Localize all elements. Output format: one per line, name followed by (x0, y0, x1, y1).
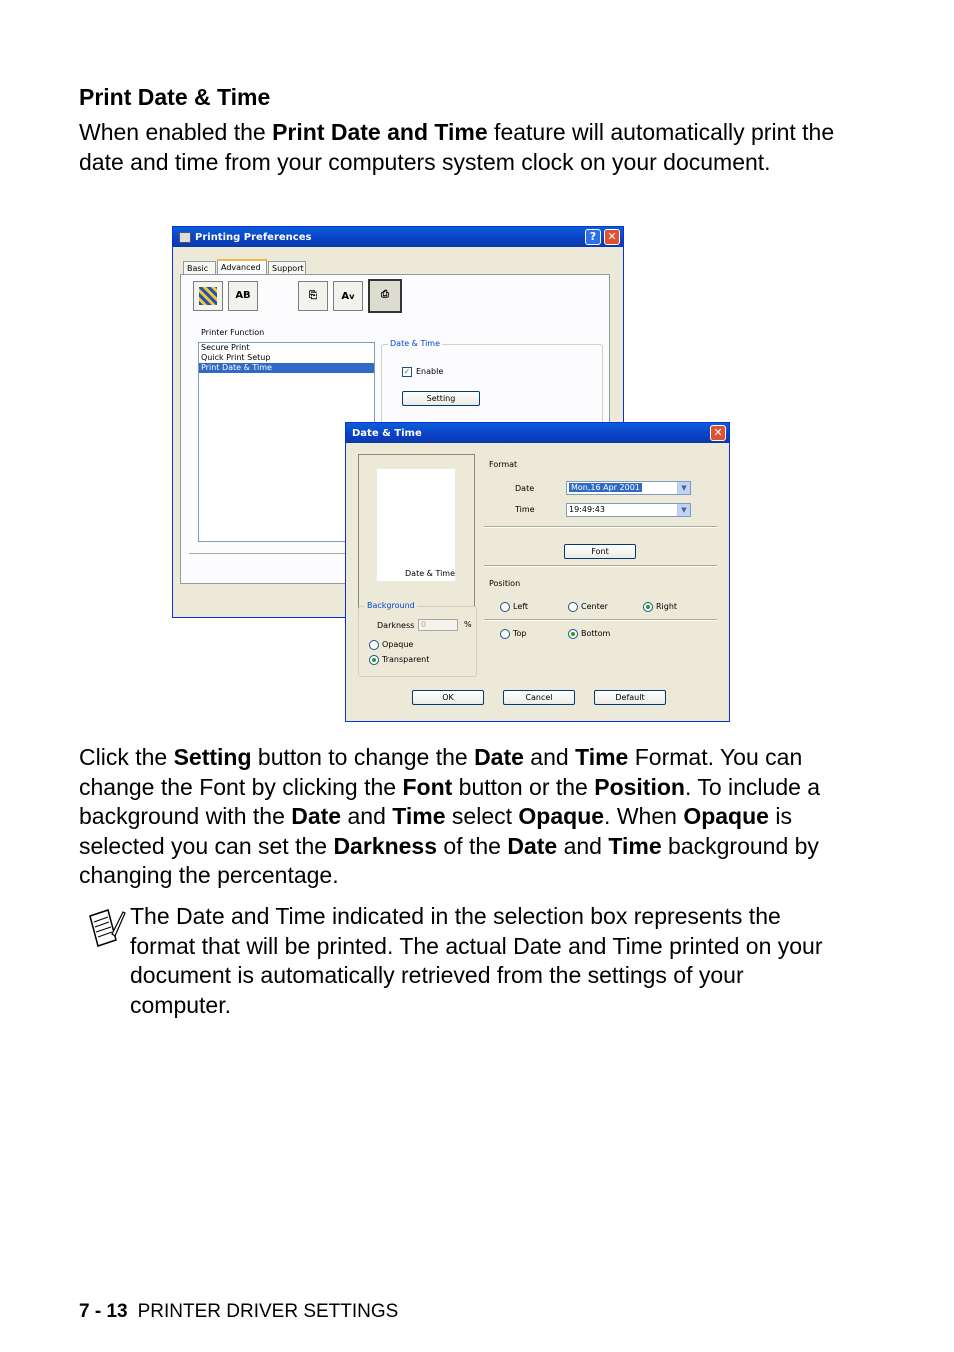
page-footer (79, 1301, 398, 1323)
printer-function-icon[interactable]: ⎙ (368, 279, 402, 313)
enable-checkbox[interactable]: ✓ (403, 367, 411, 376)
setting-paragraph: Click the Setting button to change the Date and Time Format. You can change the Font by clicking the Font button or the Position. To include a background with the Date and Time select Opaque. When Opaque is selected you can set the Darkness of the Date and Time background by changing the percentage. (79, 744, 821, 888)
preview-frame (358, 454, 475, 622)
position-center-label: Center (581, 602, 608, 611)
time-format-select[interactable] (566, 503, 691, 517)
font-button[interactable]: Font (564, 544, 636, 559)
time-value: 19:49:43 (569, 505, 605, 514)
tab-advanced[interactable]: Advanced (217, 259, 267, 275)
opaque-radio[interactable] (369, 640, 379, 650)
position-top-radio[interactable] (500, 629, 510, 639)
enable-label: Enable (416, 367, 444, 376)
tab-basic[interactable]: Basic (183, 261, 216, 275)
printer-icon (179, 232, 191, 243)
close-icon[interactable]: ✕ (710, 425, 726, 441)
position-left-label: Left (513, 602, 529, 611)
list-item[interactable]: Print Date & Time (199, 363, 374, 373)
note-icon (86, 906, 126, 950)
font-icon[interactable]: Av (333, 281, 363, 311)
darkness-stepper[interactable] (418, 619, 458, 631)
position-right-radio[interactable] (643, 602, 653, 612)
intro-paragraph: When enabled the Print Date and Time feature will automatically print the date and time from your computers system clock on your document. (79, 119, 835, 175)
date-label: Date (515, 484, 535, 493)
note-text: The Date and Time indicated in the selection box represents the format that will be printed. The actual Date and Time printed on your document is automatically retrieved from the settings of your computer. (130, 903, 823, 1018)
divider (484, 565, 717, 567)
page-number: 7 - 13 (79, 1301, 128, 1322)
background-group-label: Background (367, 601, 415, 610)
function-toolbar (193, 281, 389, 313)
printer-function-label: Printer Function (201, 328, 265, 337)
position-bottom-label: Bottom (581, 629, 611, 638)
chevron-down-icon[interactable]: ▼ (677, 482, 690, 494)
darkness-label: Darkness (377, 621, 415, 630)
list-item[interactable]: Secure Print (201, 343, 250, 352)
preview-label: Date & Time (405, 569, 456, 578)
divider (484, 526, 717, 528)
time-label: Time (515, 505, 535, 514)
position-left-radio[interactable] (500, 602, 510, 612)
darkness-unit: % (464, 620, 472, 629)
list-item[interactable]: Quick Print Setup (201, 353, 271, 362)
preview-page (377, 469, 455, 581)
date-value: Mon,16 Apr 2001 (571, 483, 640, 492)
ok-button[interactable]: OK (412, 690, 484, 705)
date-time-dialog (345, 422, 730, 722)
copy-icon[interactable]: ⎘ (298, 281, 328, 311)
position-right-label: Right (656, 602, 678, 611)
prefs-titlebar (173, 227, 623, 247)
chevron-down-icon[interactable]: ▼ (677, 504, 690, 516)
format-label: Format (489, 460, 518, 469)
setting-button[interactable]: Setting (402, 391, 480, 406)
tab-support[interactable]: Support (268, 261, 306, 275)
darkness-value: 0 (421, 620, 427, 629)
default-button[interactable]: Default (594, 690, 666, 705)
help-icon[interactable]: ? (585, 229, 601, 245)
prefs-title: Printing Preferences (195, 231, 312, 243)
position-center-radio[interactable] (568, 602, 578, 612)
ab-icon[interactable]: AB (228, 281, 258, 311)
position-top-label: Top (513, 629, 527, 638)
datetime-title: Date & Time (352, 427, 422, 439)
transparent-label: Transparent (382, 655, 430, 664)
position-label: Position (489, 579, 521, 588)
divider (484, 619, 717, 621)
background-group (358, 601, 477, 677)
opaque-label: Opaque (382, 640, 414, 649)
date-format-select[interactable] (566, 481, 691, 495)
position-bottom-radio[interactable] (568, 629, 578, 639)
datetime-group-label: Date & Time (390, 339, 441, 348)
close-icon[interactable]: ✕ (604, 229, 620, 245)
watermark-icon[interactable] (193, 281, 223, 311)
cancel-button[interactable]: Cancel (503, 690, 575, 705)
section-title: PRINTER DRIVER SETTINGS (137, 1301, 399, 1322)
page-heading: Print Date & Time (79, 84, 271, 110)
datetime-titlebar (346, 423, 729, 443)
transparent-radio[interactable] (369, 655, 379, 665)
